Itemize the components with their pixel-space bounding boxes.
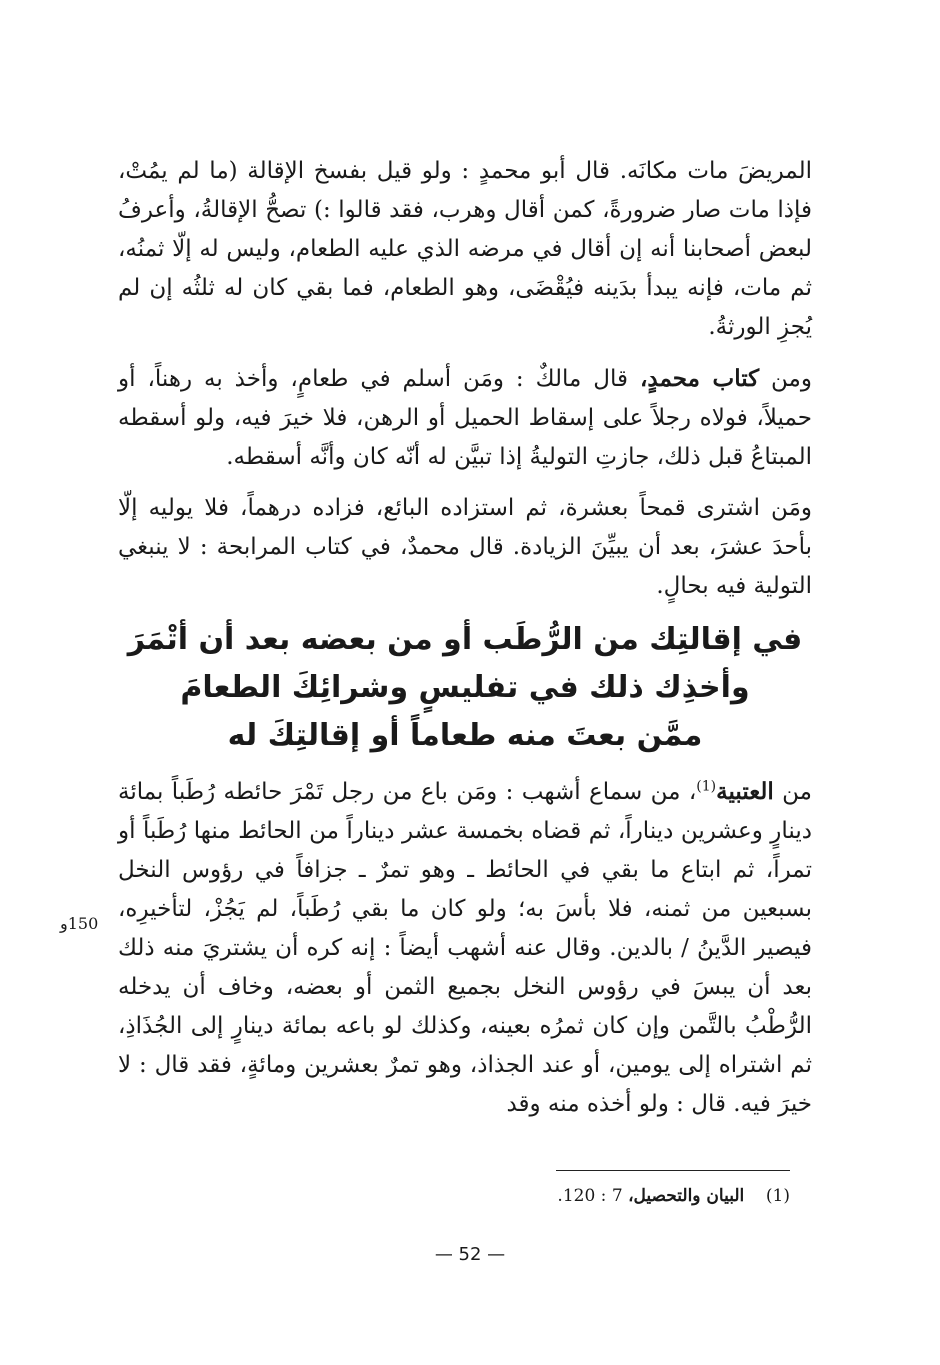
paragraph-4 (118, 772, 812, 1124)
page-number: — 52 — (434, 1244, 506, 1265)
footnote-ref: 7 : 120. (557, 1186, 629, 1206)
heading-line-3: ممَّن بعتَ منه طعاماً أو إقالتِكَ له (227, 718, 703, 753)
manuscript-folio-note: 150و (60, 914, 99, 933)
paragraph-2-rest: قال مالكٌ : ومَن أسلم في طعامٍ، وأخذ به رهناً، أو حميلاً، فولاه رجلاً على إسقاط الحميل أو الرهن، فلا خيرَ فيه، ولو أسقطه المبتاعُ قبل ذلك، جازتِ التوليةُ إذا تبيَّن له أنّه كان وأنَّه أسقطه. (118, 366, 812, 470)
paragraph-2 (118, 359, 812, 477)
top-text-block (118, 152, 812, 606)
footnote (450, 1182, 790, 1210)
paragraph-2-lead: ومن (759, 366, 812, 392)
section-heading (118, 616, 812, 760)
footnote-reference[interactable]: (1) (696, 778, 717, 795)
heading-line-2: وأخذِك ذلك في تفليسٍ وشرائِكَ الطعامَ (180, 670, 750, 705)
footnote-divider (556, 1170, 790, 1171)
paragraph-4-bold: العتبية (716, 778, 774, 805)
heading-line-1: في إقالتِك من الرُّطَب أو من بعضه بعد أن أتْمَرَ (127, 622, 803, 657)
paragraph-1: المريضَ مات مكانَه. قال أبو محمدٍ : ولو قيل بفسخ الإقالة (ما لم يمُتْ، فإذا مات صار ضرورةً، كمن أقال وهرب، فقد قالوا :) تصحُّ الإقالةُ، وأعرفُ لبعض أصحابنا أنه إن أقال في مرضه الذي عليه الطعام، وليس له إلّا ثمنُه، ثم مات، فإنه يبدأ بدَينه فيُقْضَى، وهو الطعام، فما بقي كان له ثلثُه إن لم يُجزِ الورثةُ. (118, 158, 812, 340)
paragraph-4-lead: من (773, 779, 812, 805)
paragraph-3: ومَن اشترى قمحاً بعشرة، ثم استزاده البائع، فزاده درهماً، فلا يوليه إلّا بأحدَ عشرَ، بعد أن يبيِّنَ الزيادة. قال محمدٌ، في كتاب المرابحة : لا ينبغي التولية فيه بحالٍ. (118, 495, 812, 599)
footnote-number: (1) (765, 1186, 790, 1206)
footnote-source: البيان والتحصيل، (628, 1186, 745, 1206)
paragraph-4-rest: ، من سماع أشهب : ومَن باع من رجل تَمْرَ حائطه رُطَباً بمائة دينارٍ وعشرين ديناراً، ثم قضاه بخمسة عشر ديناراً من الحائط منها رُطَباً أو تمراً، ثم ابتاع ما بقي في الحائط ـ وهو تمرٌ ـ جزافاً في رؤوس النخل بسبعين من ثمنه، فلا بأسَ به؛ ولو كان ما بقي رُطَباً، لم يَجُزْ، لتأخيرِه، فيصير الدَّينُ / بالدين. وقال عنه أشهب أيضاً : إنه كره أن يشتريَ منه ذلك بعد أن يبسَ في رؤوس النخل بجميع الثمن أو بعضه، وخاف أن يدخله الرُّطْبُ بالتَّمن وإن كان ثمرُه بعينه، وكذلك لو باعه بمائة دينارٍ إلى الجُذَاذِ، ثم اشتراه إلى يومين، أو عند الجذاذ، وهو تمرٌ بعشرين ومائةٍ، فقد قال : لا خيرَ فيه. قال : ولو أخذه منه وقد (118, 779, 812, 1117)
paragraph-2-bold: كتاب محمدٍ، (639, 365, 760, 392)
bottom-text-block (118, 772, 812, 1124)
